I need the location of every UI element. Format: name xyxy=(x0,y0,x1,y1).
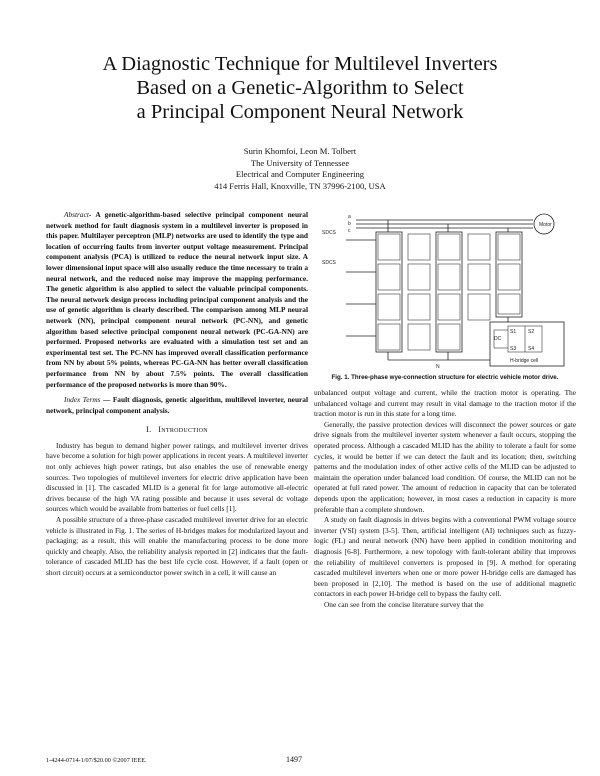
abstract xyxy=(46,210,308,390)
switch-label-s4: S4 xyxy=(528,346,535,352)
index-terms-text: — Fault diagnosis, genetic algorithm, multilevel inverter, neural network, principal component analysis. xyxy=(46,395,308,415)
right-column xyxy=(314,388,576,610)
author-names: Surin Khomfoi, Leon M. Tolbert xyxy=(243,146,357,156)
phase-b-label: b xyxy=(348,221,351,227)
left-paragraph-1: Industry has begun to demand higher power ratings, and multilevel inverter drives have become a solution for high power applications in recent years. A multilevel inverter not only achieves high power ratings, but also enables the use of renewable energy sources. Two topologies of multilevel inverters for electric drive application have been discussed in [1]. The cascaded MLID is a general fit for large automotive all-electric drives because of the high VA rating possible and because it uses several dc voltage sources which would be available from batteries or fuel cells [1]. xyxy=(46,440,308,514)
copyright-notice: 1-4244-0714-1/07/$20.00 ©2007 IEEE. xyxy=(46,757,147,764)
dc-label: DC xyxy=(494,336,502,342)
author-block xyxy=(40,146,560,192)
title-line-2: Based on a Genetic-Algorithm to Select xyxy=(136,77,464,99)
section-number: I. xyxy=(146,425,152,435)
section-title: Introduction xyxy=(158,425,208,435)
author-affiliation: The University of Tennessee xyxy=(250,157,350,168)
left-paragraph-2: A possible structure of a three-phase cascaded multilevel inverter drive for an electric vehicle is illustrated in Fig. 1. The series of H-bridges makes for modularized layout and packaging; as a result, this will enable the manufacturing process to be done more quickly and cheaply. Also, the reliability analysis reported in [2] indicates that the fault-tolerance of cascaded MLID has the best life cycle cost. However, if a fault (open or short circuit) occurs at a semiconductor power switch in a cell, it will cause an xyxy=(46,515,308,577)
left-column xyxy=(46,210,308,579)
index-terms-label: Index Terms xyxy=(64,395,101,405)
abstract-label: Abstract xyxy=(64,210,89,219)
sdcs-label-top: SDCS xyxy=(322,230,336,236)
switch-label-s3: S3 xyxy=(510,346,517,352)
right-paragraph-3: A study on fault diagnosis in drives begins with a conventional PWM voltage source inverter (VSI) system [3-5]. Then, artificial intelligent (AI) techniques such as fuzzy-logic (FL) and neural network (NN) have been applied in condition monitoring and diagnosis [6-8]. Furthermore, a new topology with fault-tolerant ability that improves the reliability of multilevel converters is proposed in [9]. A method for operating cascaded multilevel inverters when one or more power H-bridge cells are damaged has been proposed in [2,10]. The method is based on the use of additional magnetic contactors in each power H-bridge cell to bypass the faulty cell. xyxy=(314,515,576,599)
author-department: Electrical and Computer Engineering xyxy=(235,169,365,179)
title-line-1: A Diagnostic Technique for Multilevel Inverters xyxy=(102,53,498,75)
switch-label-s1: S1 xyxy=(510,329,517,335)
h-bridge-cell-label: H-bridge cell xyxy=(510,358,539,364)
title-line-3: a Principal Component Neural Network xyxy=(136,101,464,123)
right-paragraph-2: Generally, the passive protection devices will disconnect the power sources or gate drive signals from the multilevel inverter system whenever a fault occurs, stopping the operated process. Although a cascaded MLID has the ability to tolerate a fault for some cycles, it would be better if we can detect the fault and its location; then, switching patterns and the modulation index of other active cells of the MLID can be adjusted to maintain the operation under balanced load condition. Of course, the MLID can not be operated at full rated power. The amount of reduction in capacity that can be tolerated depends upon the application; however, in most cases a reduction in capacity is more preferable than a complete shutdown. xyxy=(314,419,576,514)
motor-label: Motor xyxy=(539,222,552,228)
right-paragraph-4: One can see from the concise literature survey that the xyxy=(324,599,484,609)
page-number: 1497 xyxy=(286,755,302,764)
circuit-diagram xyxy=(318,212,568,370)
paper-title xyxy=(40,52,560,124)
right-paragraph-1: unbalanced output voltage and current, while the traction motor is operating. The unbalanced voltage and current may result in vital damage to the traction motor if the traction motor is run in this state for a long time. xyxy=(314,388,576,419)
author-address: 414 Ferris Hall, Knoxville, TN 37996-2100, USA xyxy=(214,180,386,191)
neutral-label: N xyxy=(436,364,440,370)
phase-c-label: c xyxy=(348,228,351,234)
section-heading xyxy=(46,425,308,436)
switch-label-s2: S2 xyxy=(528,329,535,335)
sdcs-label-mid: SDCS xyxy=(322,260,336,266)
phase-a-label: a xyxy=(348,214,351,220)
index-terms xyxy=(46,395,308,416)
figure-caption: Fig. 1. Three-phase wye-connection structure for electric vehicle motor drive. xyxy=(331,374,559,381)
abstract-text: - A genetic-algorithm-based selective principal component neural network method for fault diagnosis system in a multilevel inverter is proposed in this paper. Multilayer perceptron (MLP) networks are used to identify the type and location of occurring faults from inverter output voltage measurement. Principal component analysis (PCA) is utilized to reduce the neural network input size. A lower dimensional input space will also usually reduce the time necessary to train a neural network, and the reduced noise may improve the mapping performance. The genetic algorithm is also applied to select the valuable principal components. The neural network design process including principal component analysis and the use of genetic algorithm is clearly described. The comparison among MLP neural network (NN), principal component neural network (PC-NN), and genetic algorithm based selective principal component neural network (PC-GA-NN) are performed. Proposed networks are evaluated with a simulation test set and an experimental test set. The PC-NN has improved overall classification performance from NN by about 5% points, whereas PC-GA-NN has better overall classification performance from NN by about 7.5% points. The overall classification performance of the proposed networks is more than 90%. xyxy=(46,210,308,389)
figure-1 xyxy=(318,212,568,370)
